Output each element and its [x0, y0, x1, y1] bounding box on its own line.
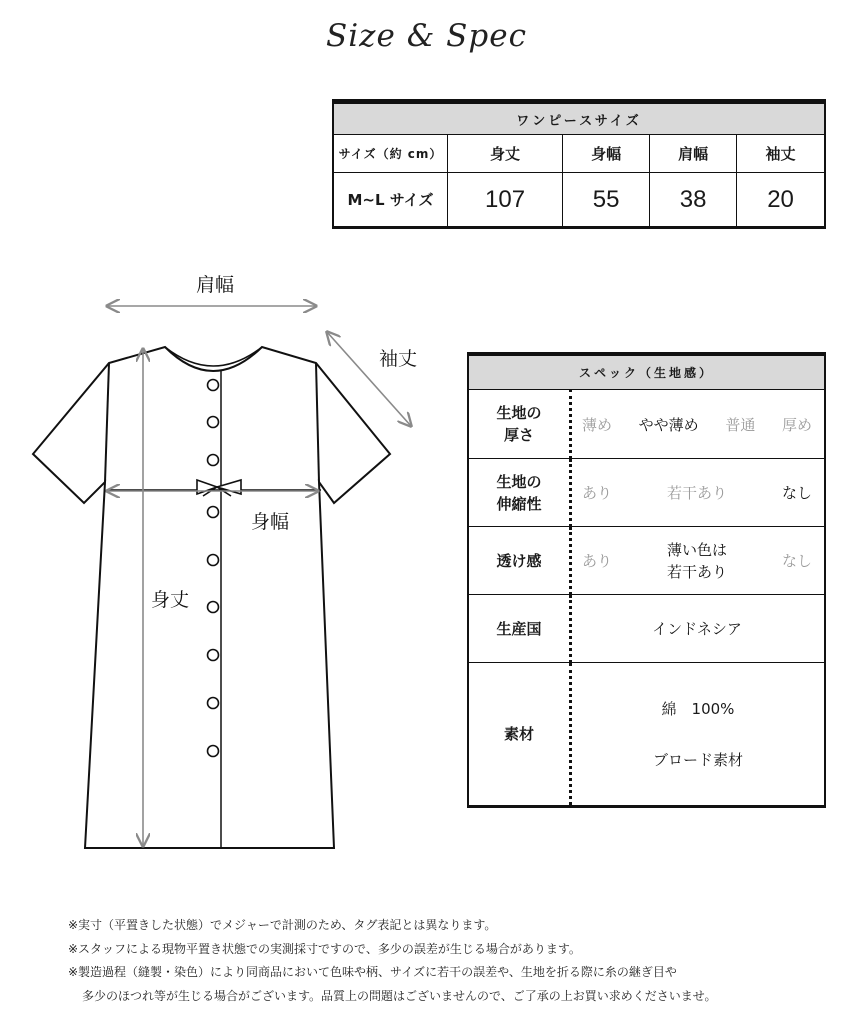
note-2: ※スタッフによる現物平置き状態での実測採寸ですので、多少の誤差が生じる場合があります。: [68, 941, 581, 956]
width-value: 55: [563, 173, 650, 228]
length-label: 身丈: [150, 589, 190, 611]
note-4: 多少のほつれ等が生じる場合がございます。品質上の問題はございませんので、ご了承の上お買い求めくださいませ。: [82, 988, 717, 1003]
sleeve-col-header: 袖丈: [737, 135, 825, 173]
note-3: ※製造過程（縫製・染色）により同商品において色味や柄、サイズに若干の誤差や、生地を折る際に糸の継ぎ目や: [68, 965, 677, 979]
stretch-option-none: なし: [781, 484, 812, 502]
thickness-option-slightly-thin: やや薄め: [638, 415, 699, 434]
shoulder-col-header: 肩幅: [650, 135, 737, 173]
thickness-option-normal: 普通: [725, 415, 756, 434]
sheer-label: 透け感: [468, 527, 571, 595]
spec-table-header: スペック（生地感）: [468, 354, 825, 390]
thickness-option-thick: 厚め: [781, 415, 812, 434]
origin-label: 生産国: [468, 595, 571, 663]
material-type: ブロード素材: [652, 751, 743, 769]
length-col-header: 身丈: [448, 135, 563, 173]
stretch-option-slight: 若干あり: [666, 484, 727, 502]
material-value: [572, 698, 824, 770]
sleeve-value: 20: [737, 173, 825, 228]
size-col-header: サイズ（約 cm）: [333, 135, 448, 173]
stretch-options: [572, 482, 824, 503]
size-table-header: ワンピースサイズ: [333, 102, 825, 135]
material-label: 素材: [468, 663, 571, 807]
dress-diagram: [0, 250, 460, 860]
spec-table: [467, 352, 826, 808]
stretch-option-yes: あり: [582, 484, 613, 502]
sleeve-label: 袖丈: [378, 348, 418, 370]
page-title: Size & Spec: [326, 18, 527, 54]
notes: [68, 914, 716, 1008]
sheer-option-yes: あり: [582, 552, 613, 570]
size-table: [332, 99, 826, 229]
note-1: ※実寸（平置きした状態）でメジャーで計測のため、タグ表記とは異なります。: [68, 918, 497, 932]
thickness-option-thin: 薄め: [582, 415, 613, 434]
length-value: 107: [448, 173, 563, 228]
sheer-options: [572, 539, 824, 583]
thickness-options: [572, 414, 824, 435]
width-col-header: 身幅: [563, 135, 650, 173]
thickness-label: 生地の 厚さ: [468, 390, 571, 459]
width-label: 身幅: [250, 511, 290, 533]
sheer-option-none: なし: [781, 552, 812, 570]
stretch-label: 生地の 伸縮性: [468, 459, 571, 527]
shoulder-value: 38: [650, 173, 737, 228]
material-composition: 綿 100%: [661, 700, 735, 718]
size-name: M~L サイズ: [333, 173, 448, 228]
origin-value: インドネシア: [652, 620, 742, 638]
sheer-option-slight: 薄い色は 若干あり: [666, 540, 727, 581]
shoulder-label: 肩幅: [195, 274, 235, 296]
